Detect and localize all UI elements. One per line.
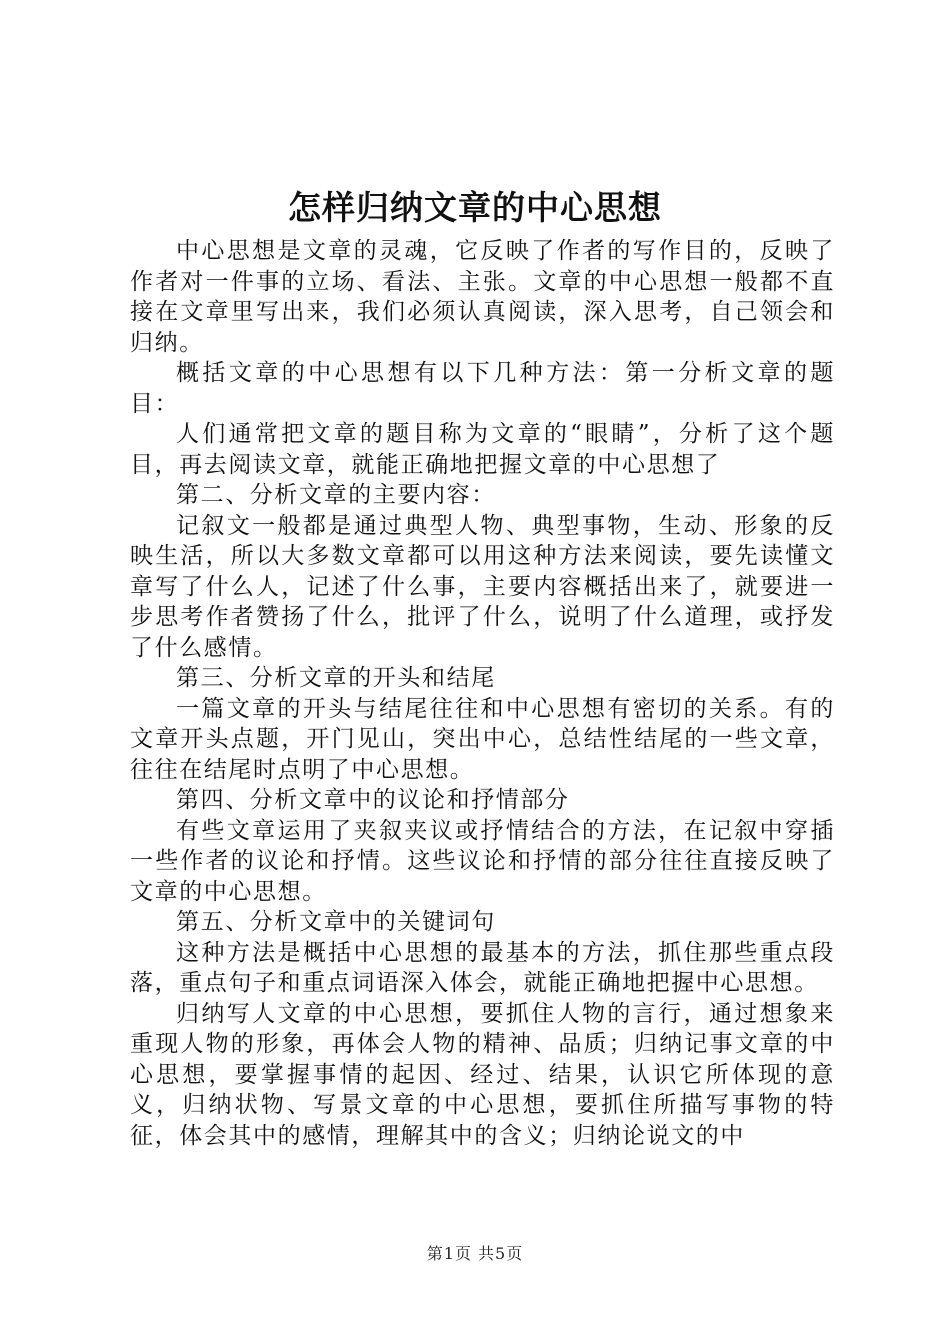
paragraph-1: 中心思想是文章的灵魂，它反映了作者的写作目的，反映了作者对一件事的立场、看法、主张。文章的中心思想一般都不直接在文章里写出来，我们必须认真阅读，深入思考，自己领会和归纳。 bbox=[130, 238, 835, 356]
paragraph-11: 这种方法是概括中心思想的最基本的方法，抓住那些重点段落，重点句子和重点词语深入体会，就能正确地把握中心思想。 bbox=[130, 939, 835, 996]
paragraph-5: 记叙文一般都是通过典型人物、典型事物，生动、形象的反映生活，所以大多数文章都可以用这种方法来阅读，要先读懂文章写了什么人，记述了什么事，主要内容概括出来了，就要进一步思考作者赞扬了什么，批评了什么，说明了什么道理，或抒发了什么感情。 bbox=[130, 512, 835, 661]
paragraph-12: 归纳写人文章的中心思想，要抓住人物的言行，通过想象来重现人物的形象，再体会人物的精神、品质；归纳记事文章的中心思想，要掌握事情的起因、经过、结果，认识它所体现的意义，归纳状物、写景文章的中心思想，要抓住所描写事物的特征，体会其中的感情，理解其中的含义；归纳论说文的中 bbox=[130, 1000, 835, 1149]
section-heading-2: 第二、分析文章的主要内容： bbox=[176, 482, 496, 508]
paragraph-2: 概括文章的中心思想有以下几种方法：第一分析文章的题目： bbox=[130, 360, 835, 417]
section-heading-4: 第四、分析文章中的议论和抒情部分 bbox=[176, 787, 570, 813]
page-number-footer: 第1页 共5页 bbox=[426, 1244, 524, 1263]
paragraph-9: 有些文章运用了夹叙夹议或抒情结合的方法，在记叙中穿插一些作者的议论和抒情。这些议论和抒情的部分往往直接反映了文章的中心思想。 bbox=[130, 817, 835, 905]
paragraph-3: 人们通常把文章的题目称为文章的“眼睛”，分析了这个题目，再去阅读文章，就能正确地把握文章的中心思想了 bbox=[130, 421, 835, 478]
section-heading-3: 第三、分析文章的开头和结尾 bbox=[176, 665, 496, 691]
document-body bbox=[130, 236, 835, 1151]
document-title: 怎样归纳文章的中心思想 bbox=[288, 188, 662, 227]
paragraph-7: 一篇文章的开头与结尾往往和中心思想有密切的关系。有的文章开头点题，开门见山，突出中心，总结性结尾的一些文章，往往在结尾时点明了中心思想。 bbox=[130, 695, 835, 783]
section-heading-5: 第五、分析文章中的关键词句 bbox=[176, 909, 496, 935]
